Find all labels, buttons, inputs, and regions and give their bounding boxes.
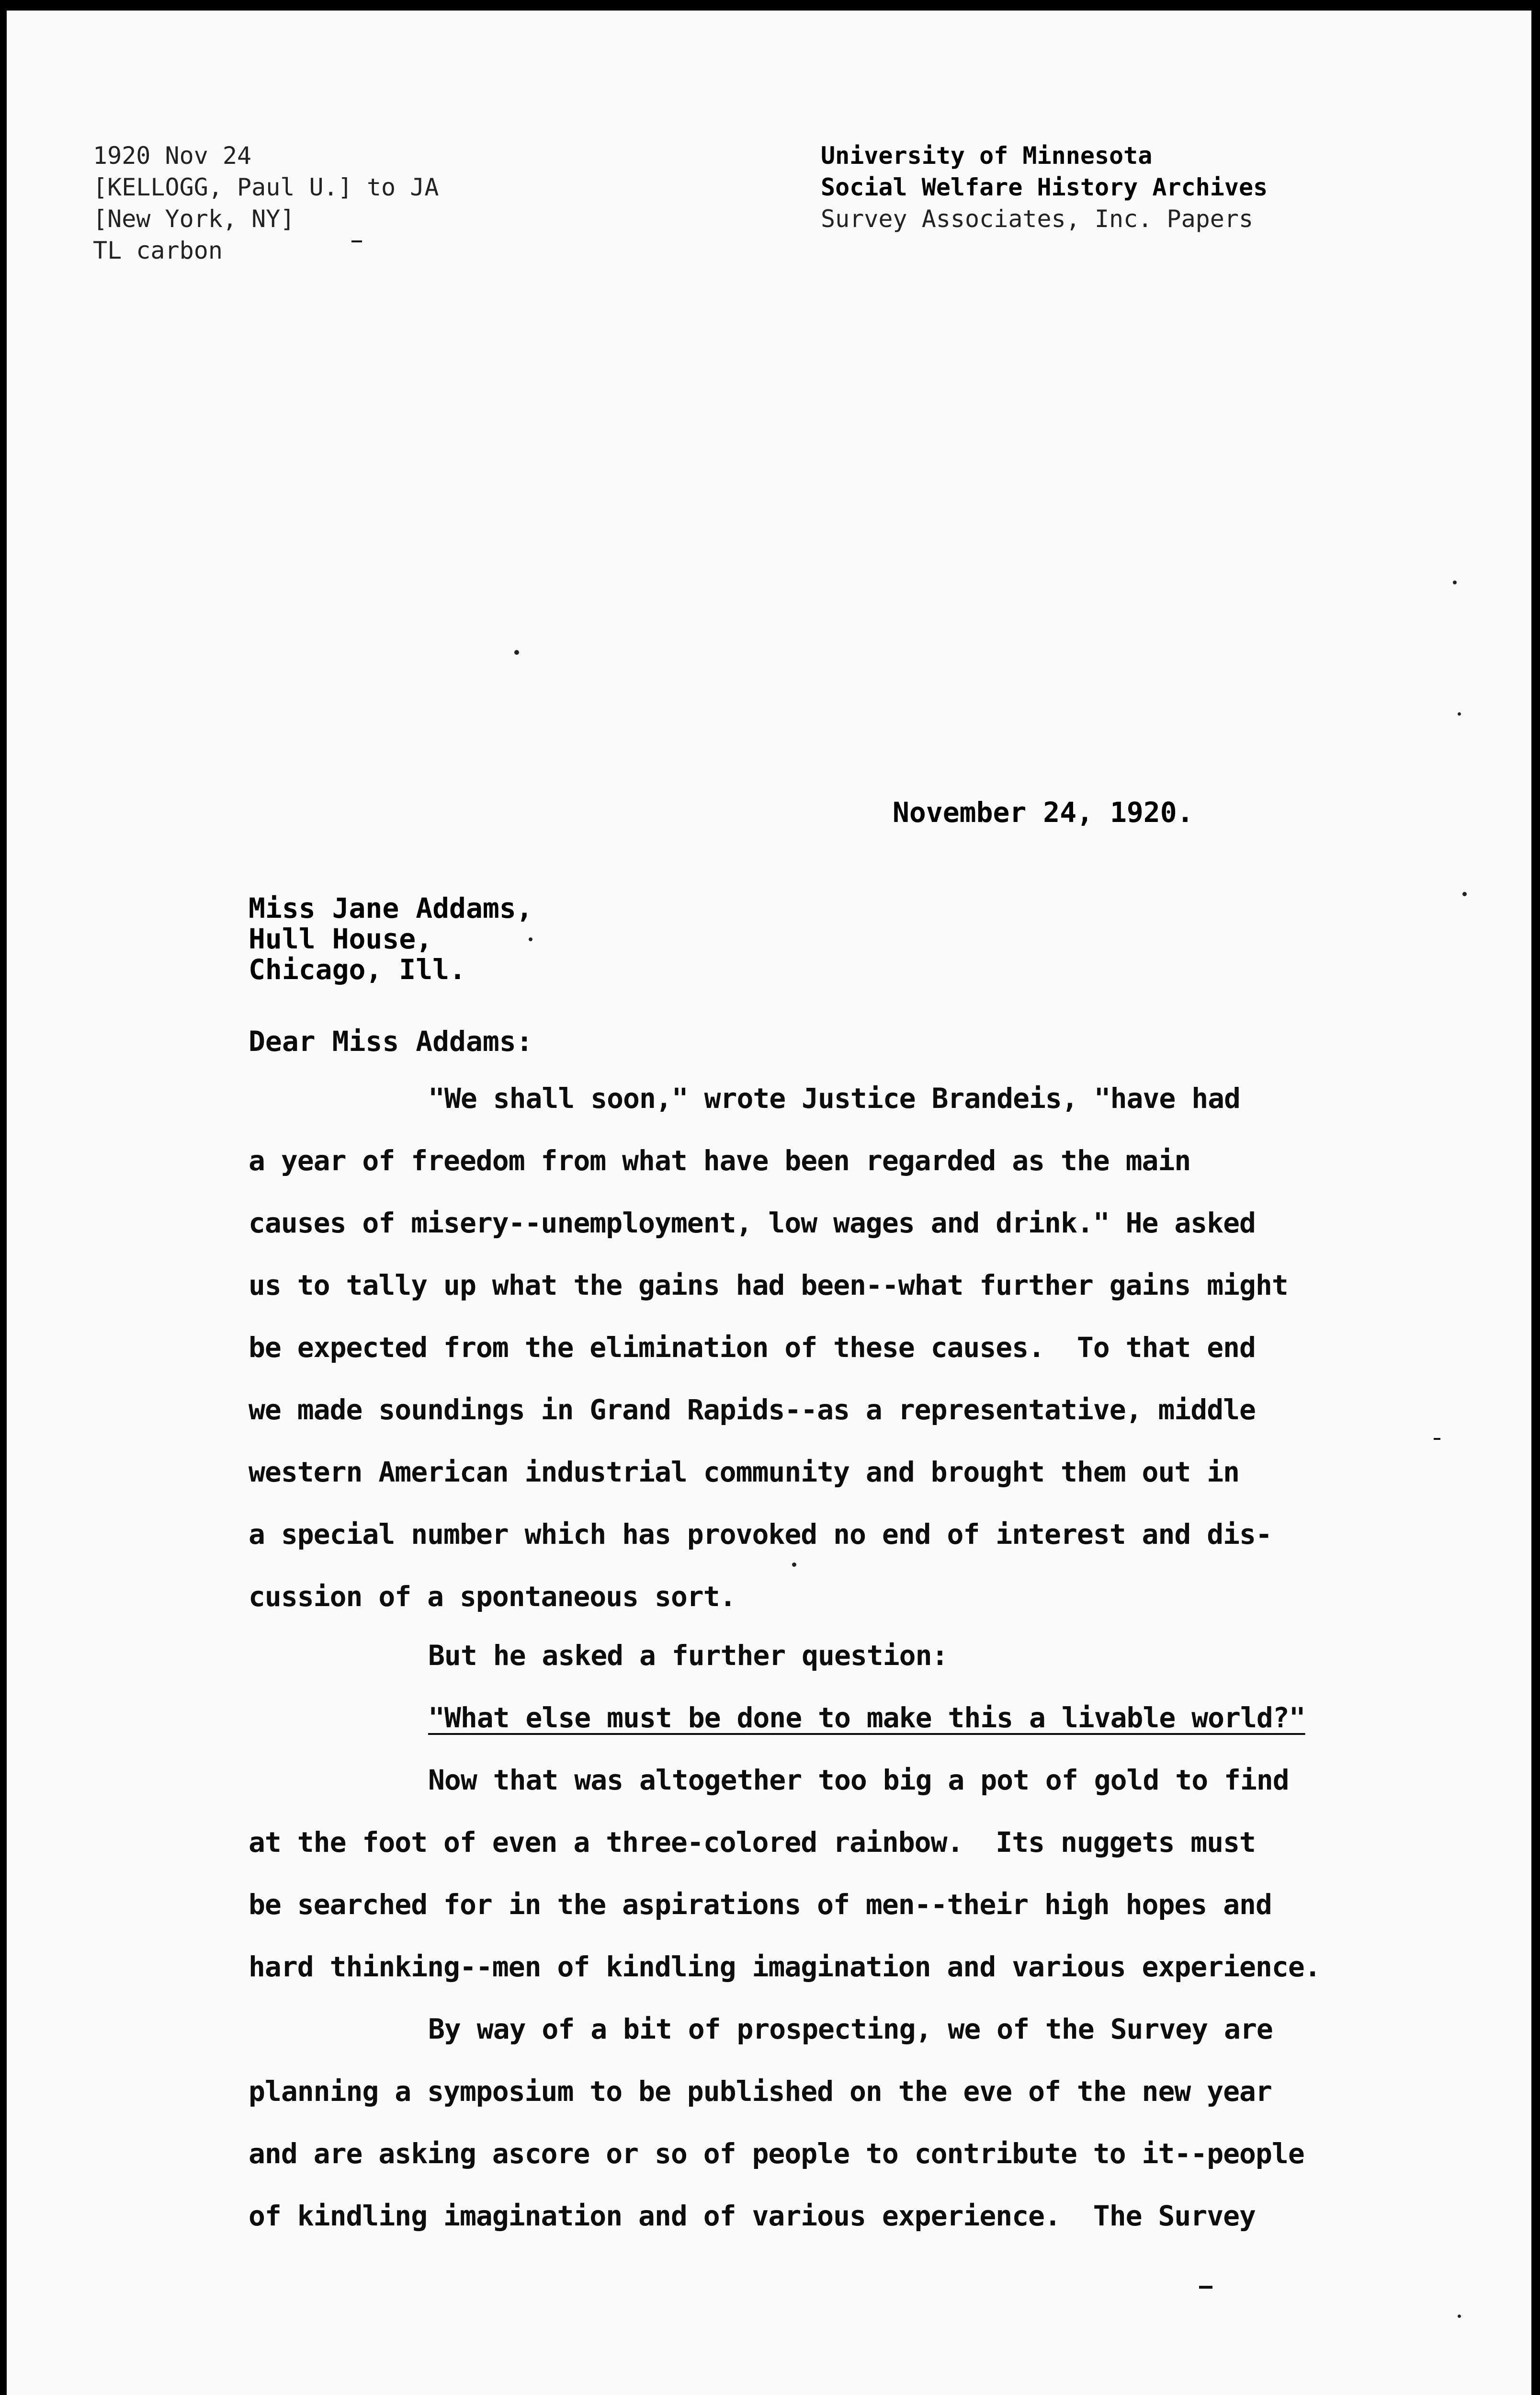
body-line: a year of freedom from what have been regarded as the main [249,1144,1191,1177]
body-line: at the foot of even a three-colored rainbow. Its nuggets must [249,1826,1256,1859]
body-line: and are asking ascore or so of people to contribute to it--people [249,2137,1304,2170]
archive-correspondents: [KELLOGG, Paul U.] to JA [93,173,439,201]
archive-date: 1920 Nov 24 [93,142,252,170]
body-line: we made soundings in Grand Rapids--as a representative, middle [249,1393,1256,1426]
recipient-address [249,893,533,985]
scan-speck [1458,2315,1461,2318]
body-line: Now that was altogether too big a pot of gold to find [428,1764,1289,1796]
body-line: causes of misery--unemployment, low wages and drink." He asked [249,1207,1256,1239]
archive-institution: University of Minnesota [821,142,1153,170]
recipient-house: Hull House, [249,923,433,955]
archive-format: TL carbon [93,237,223,264]
body-line: By way of a bit of prospecting, we of the Survey are [428,2013,1273,2045]
body-line: cussion of a spontaneous sort. [249,1580,736,1613]
scan-speck [514,650,519,655]
scan-mark [1199,2286,1212,2289]
body-line: hard thinking--men of kindling imagination and various experience. [249,1950,1321,1983]
body-line: But he asked a further question: [428,1639,948,1672]
scan-mark [351,240,362,242]
archive-source [821,140,1268,235]
salutation: Dear Miss Addams: [249,1025,533,1058]
scan-speck [1458,712,1461,716]
scan-mark [1434,1438,1440,1440]
letter-page [7,11,1531,2395]
archive-place: [New York, NY] [93,205,295,233]
body-line: us to tally up what the gains had been--what further gains might [249,1269,1288,1301]
body-line: "We shall soon," wrote Justice Brandeis, "have had [428,1082,1240,1115]
body-line: be expected from the elimination of these causes. To that end [249,1331,1256,1364]
body-line: of kindling imagination and of various experience. The Survey [249,2200,1256,2232]
letter-date: November 24, 1920. [893,796,1194,829]
brandeis-question: "What else must be done to make this a livable world?" [428,1701,1305,1734]
scan-speck [792,1562,796,1567]
archive-metadata [93,140,439,266]
body-line: a special number which has provoked no end of interest and dis- [249,1518,1272,1551]
archive-papers: Survey Associates, Inc. Papers [821,205,1254,233]
recipient-name: Miss Jane Addams, [249,892,533,924]
archive-collection: Social Welfare History Archives [821,173,1268,201]
scan-speck [1462,892,1467,896]
body-line: western American industrial community and brought them out in [249,1456,1240,1488]
body-line: be searched for in the aspirations of men--their high hopes and [249,1888,1272,1921]
scan-speck [1453,581,1457,584]
recipient-city: Chicago, Ill. [249,953,466,986]
body-line: planning a symposium to be published on the eve of the new year [249,2075,1272,2108]
scan-speck [529,937,532,941]
